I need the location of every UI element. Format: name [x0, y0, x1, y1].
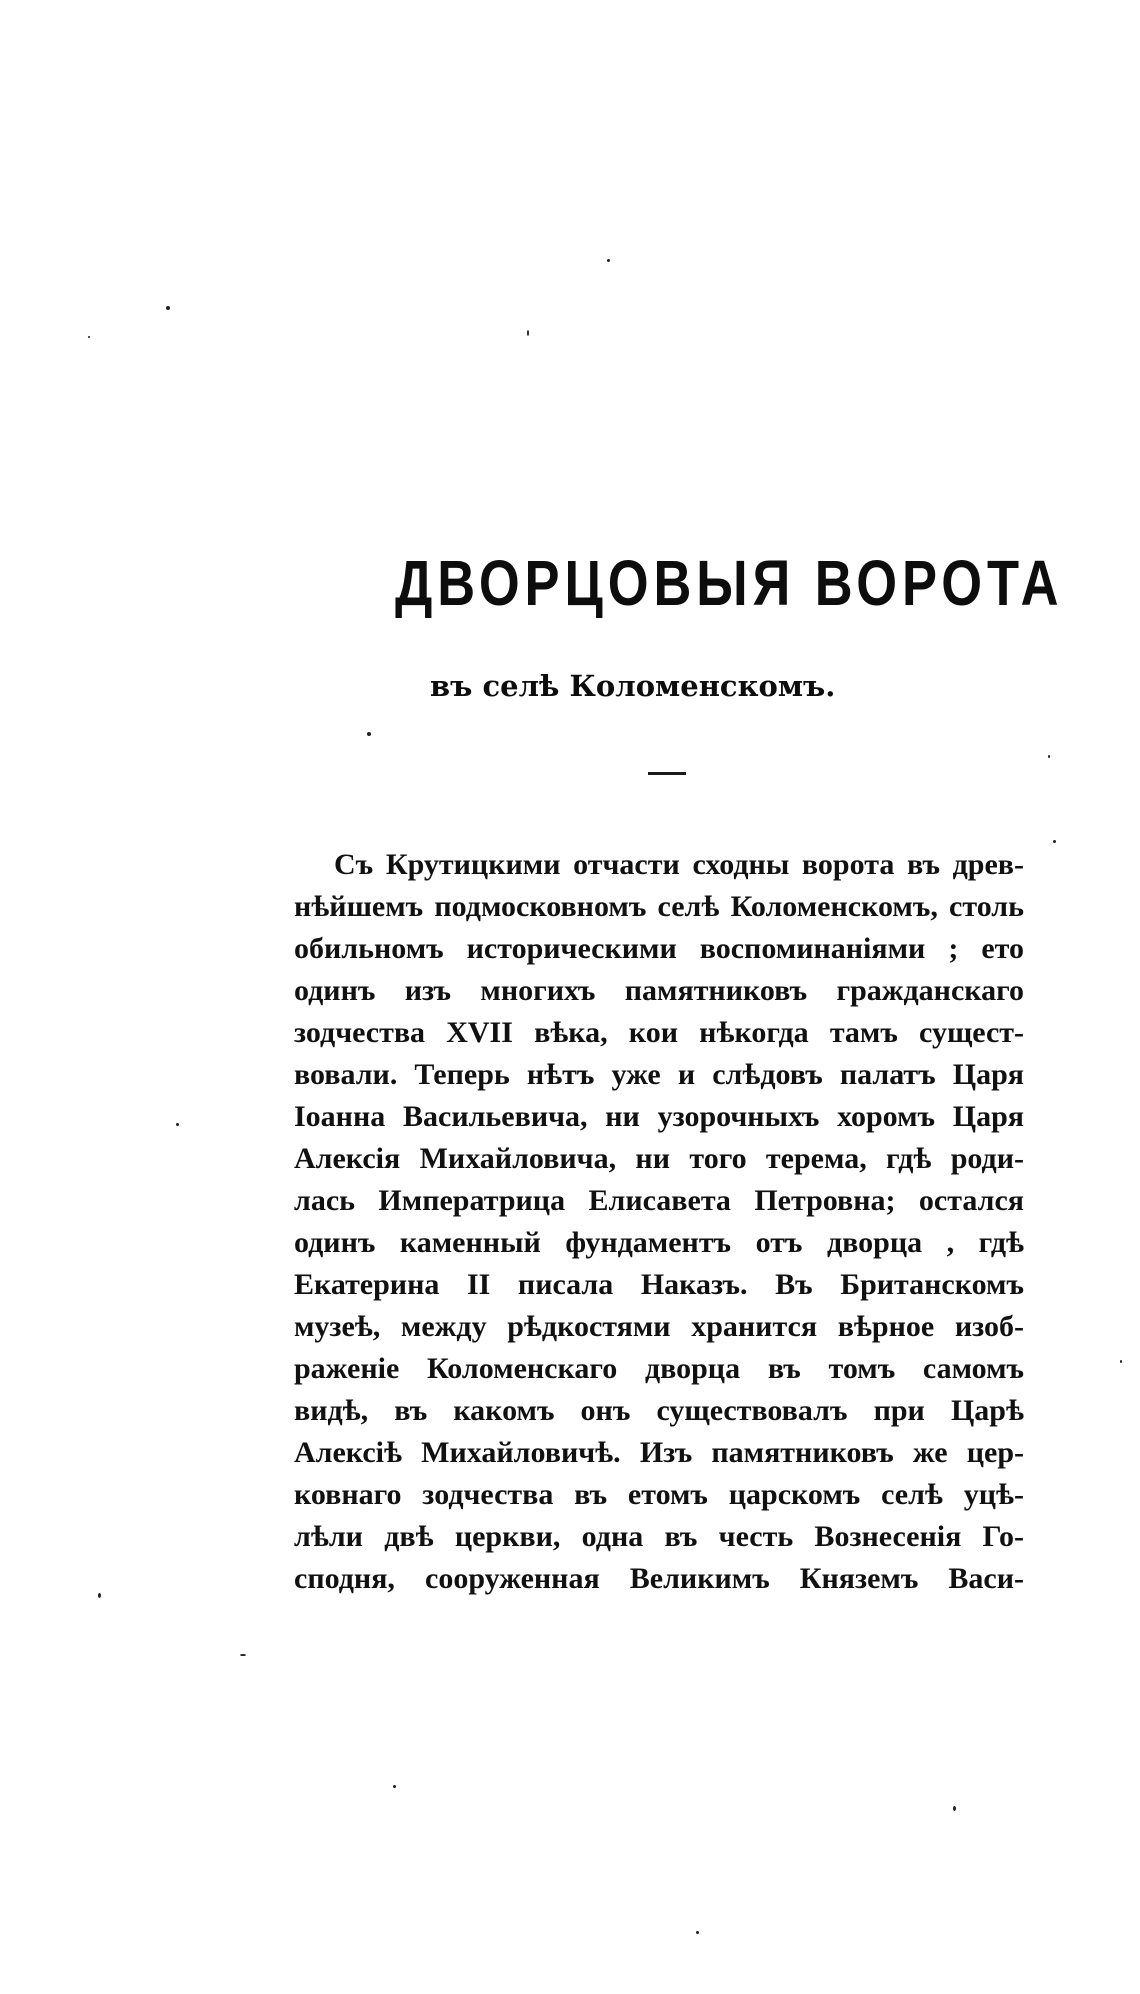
scan-speck — [1053, 840, 1056, 843]
text-line: одинъ каменный фундаментъ отъ дворца , гдѣ — [294, 1226, 1024, 1259]
text-line: ковнаго зодчества въ етомъ царскомъ селѣ уцѣ- — [294, 1478, 1024, 1511]
text-line: раженіе Коломенскаго дворца въ томъ самомъ — [294, 1352, 1024, 1385]
scan-speck — [176, 1123, 179, 1126]
scan-speck — [607, 259, 610, 262]
text-line: зодчества XVII вѣка, кои нѣкогда тамъ сущест- — [294, 1016, 1024, 1049]
text-line: лась Императрица Елисавета Петровна; остался — [294, 1184, 1024, 1217]
scan-speck — [98, 1593, 101, 1598]
scan-speck — [367, 732, 371, 736]
chapter-subtitle: въ селѣ Коломенскомъ. — [430, 669, 836, 703]
text-line: Алексіѣ Михайловичѣ. Изъ памятниковъ же цер- — [294, 1436, 1024, 1469]
text-line: видѣ, въ какомъ онъ существовалъ при Царѣ — [294, 1394, 1024, 1427]
scan-speck — [240, 1654, 246, 1656]
scan-speck — [393, 1785, 396, 1788]
text-line: одинъ изъ многихъ памятниковъ гражданскаго — [294, 974, 1024, 1007]
text-line: обильномъ историческими воспоминаніями ; ето — [294, 932, 1024, 965]
text-line: Екатерина II писала Наказъ. Въ Британскомъ — [294, 1268, 1024, 1301]
scan-speck — [527, 330, 529, 336]
section-divider — [648, 772, 686, 775]
text-line: Іоанна Васильевича, ни узорочныхъ хоромъ Царя — [294, 1100, 1024, 1133]
text-line: нѣйшемъ подмосковномъ селѣ Коломенскомъ, столь — [294, 890, 1024, 923]
chapter-title: ДВОРЦОВЫЯ ВОРОТА — [395, 547, 1064, 619]
text-line: вовали. Теперь нѣтъ уже и слѣдовъ палатъ Царя — [294, 1058, 1024, 1091]
scan-speck — [1120, 1360, 1122, 1363]
scan-speck — [696, 1931, 699, 1934]
scan-speck — [953, 1806, 956, 1811]
text-line: музеѣ, между рѣдкостями хранится вѣрное изоб- — [294, 1310, 1024, 1343]
body-paragraph — [294, 844, 1024, 1600]
scan-speck — [1048, 755, 1050, 758]
text-line: Алексія Михайловича, ни того терема, гдѣ роди- — [294, 1142, 1024, 1175]
text-line: Съ Крутицкими отчасти сходны ворота въ древ- — [334, 848, 1024, 881]
text-line: лѣли двѣ церкви, одна въ честь Вознесенія Го- — [294, 1520, 1024, 1553]
scan-speck — [88, 336, 90, 338]
scan-speck — [166, 306, 170, 310]
text-line: сподня, сооруженная Великимъ Княземъ Васи- — [294, 1562, 1024, 1595]
